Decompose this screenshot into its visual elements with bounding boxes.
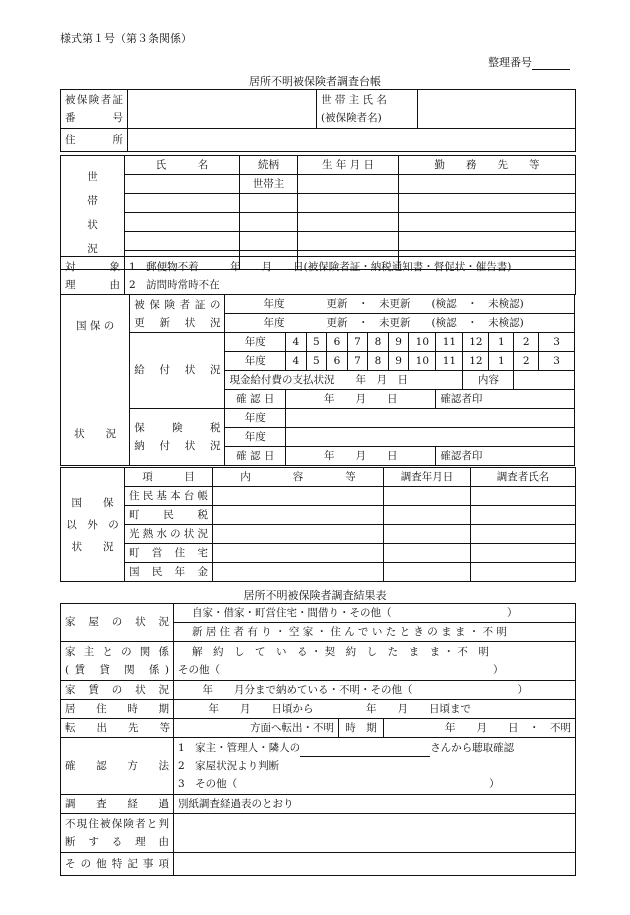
reference-number-text: 整理番号 [488, 56, 532, 69]
address-label: 住 所 [61, 129, 128, 152]
nhi-status-table [60, 294, 575, 466]
tax-year-label: 年度 [225, 428, 286, 447]
benefit-year-label: 年度 [225, 352, 286, 371]
household-col-relation: 続柄 [240, 156, 298, 175]
tax-confirmer-seal[interactable]: 確認者印 [436, 447, 575, 466]
cash-benefit-content-label: 内容 [463, 371, 514, 390]
other-surveyor-field[interactable] [471, 525, 576, 544]
owner-relation-option-1[interactable]: 解 約 し て い る ・ 契 約 し た ま ま ・ 不 明 [192, 646, 489, 658]
other-item-town-tax: 町 民 税 [125, 506, 213, 525]
other-item-resident-register: 住民基本台帳 [125, 487, 213, 506]
insured-number-field[interactable] [128, 90, 317, 129]
survey-progress-value[interactable]: 別紙調査経過表のとおり [174, 795, 576, 814]
ledger-title: 居所不明被保険者調査台帳 [249, 75, 381, 88]
special-notes-field[interactable] [174, 853, 576, 876]
household-row-relation[interactable] [240, 194, 298, 213]
month-cell[interactable]: 1 [489, 352, 514, 371]
other-date-field[interactable] [384, 563, 471, 582]
other-date-field[interactable] [384, 487, 471, 506]
other-date-field[interactable] [384, 525, 471, 544]
benefit-year-label: 年度 [225, 333, 286, 352]
insured-number-label: 被保険者証 番 号 [61, 90, 128, 129]
other-item-utilities: 光熱水の状況 [125, 525, 213, 544]
householder-name-field[interactable] [418, 90, 576, 129]
cash-benefit-content-field[interactable] [514, 371, 575, 390]
confirm-method-options [174, 738, 576, 795]
household-label: 世 帯 状 況 [61, 156, 125, 270]
month-cell[interactable]: 4 [286, 352, 307, 371]
benefit-status-label: 給 付 状 況 [130, 333, 225, 409]
rent-status-label: 家 賃 の 状 況 [61, 681, 174, 700]
target-reason-options [125, 257, 576, 295]
other-content-field[interactable] [213, 563, 384, 582]
household-row-birth[interactable] [298, 213, 399, 232]
owner-relation-label: 家主との関係 (賃 貸 関 係) [61, 642, 174, 681]
household-row-work[interactable] [399, 175, 576, 194]
target-reason-label: 対 象 理 由 [61, 257, 125, 295]
other-surveyor-field[interactable] [471, 544, 576, 563]
rent-status-value[interactable]: 年 月分まで納めている・不明・その他（ ） [174, 681, 576, 700]
reason-table [60, 256, 576, 295]
benefit-confirmer-seal[interactable]: 確認者印 [436, 390, 575, 409]
form-label: 様式第１号（第３条関係） [60, 32, 192, 45]
household-row-name[interactable] [125, 232, 240, 251]
house-status-options-2[interactable]: 新 居 住 者 有 り ・ 空 家 ・ 住 ん で い た と き の ま ま ・ 不 明 [174, 623, 576, 642]
confirm-method-2[interactable]: 2 家屋状況より判断 [178, 760, 280, 772]
household-row-name[interactable] [125, 175, 240, 194]
month-cell[interactable]: 9 [388, 333, 409, 352]
other-surveyor-field[interactable] [471, 487, 576, 506]
month-cell[interactable]: 2 [514, 333, 539, 352]
month-cell[interactable]: 8 [368, 333, 389, 352]
card-renewal-row-2[interactable]: 年度 更新 ・ 未更新 (検認 ・ 未検認) [225, 314, 575, 333]
ledger-table [60, 89, 576, 152]
confirm-method-1-blank[interactable] [300, 745, 430, 757]
other-status-table [60, 467, 576, 582]
judgement-reason-field[interactable] [174, 814, 576, 853]
nhi-status-label: 国 保 の 状 況 [61, 295, 130, 466]
confirm-method-label: 確 認 方 法 [61, 738, 174, 795]
card-renewal-row-1[interactable]: 年度 更新 ・ 未更新 (検認 ・ 未検認) [225, 295, 575, 314]
month-cell[interactable]: 6 [327, 352, 348, 371]
month-cell[interactable]: 5 [306, 352, 327, 371]
household-relation-head: 世帯主 [240, 175, 298, 194]
month-cell[interactable]: 2 [514, 352, 539, 371]
confirm-method-1[interactable]: 1 家主・管理人・隣人の さんから聴取確認 [178, 742, 514, 754]
household-row-birth[interactable] [298, 194, 399, 213]
other-date-field[interactable] [384, 506, 471, 525]
address-field[interactable] [128, 129, 576, 152]
moved-to-value[interactable]: 方面へ転出・不明 [174, 719, 339, 738]
result-title: 居所不明被保険者調査結果表 [243, 589, 387, 602]
tax-year-field[interactable] [286, 428, 575, 447]
judgement-reason-label: 不現住被保険者と判 断 す る 理 由 [61, 814, 174, 853]
household-col-workplace: 勤 務 先 等 [399, 156, 576, 175]
household-col-birthdate: 生 年 月 日 [298, 156, 399, 175]
other-status-label: 国 保 以 外 の 状 況 [61, 468, 125, 582]
card-renewal-label: 被保険者証の 更 新 状 況 [130, 295, 225, 333]
reference-number-label [488, 54, 570, 70]
household-row-birth[interactable] [298, 232, 399, 251]
month-cell[interactable]: 3 [539, 352, 575, 371]
moved-to-label: 転 出 先 等 [61, 719, 174, 738]
residence-period-label: 居 住 時 期 [61, 700, 174, 719]
move-period-value[interactable]: 年 月 日 ・ 不明 [384, 719, 576, 738]
tax-year-field[interactable] [286, 409, 575, 428]
other-content-field[interactable] [213, 506, 384, 525]
other-item-pension: 国 民 年 金 [125, 563, 213, 582]
other-col-content: 内 容 等 [213, 468, 384, 487]
month-cell[interactable]: 5 [306, 333, 327, 352]
tax-confirm-date-field[interactable]: 年 月 日 [286, 447, 436, 466]
reference-number-blank[interactable] [532, 59, 570, 70]
cash-benefit-status[interactable]: 現金給付費の支払状況 年 月 日 [225, 371, 463, 390]
residence-period-value[interactable]: 年 月 日頃から 年 月 日頃まで [174, 700, 576, 719]
month-cell[interactable]: 11 [436, 352, 463, 371]
survey-progress-label: 調 査 経 過 [61, 795, 174, 814]
month-cell[interactable]: 7 [347, 333, 368, 352]
other-item-town-housing: 町 営 住 宅 [125, 544, 213, 563]
month-cell[interactable]: 10 [409, 333, 436, 352]
household-row-work[interactable] [399, 213, 576, 232]
other-content-field[interactable] [213, 487, 384, 506]
month-cell[interactable]: 7 [347, 352, 368, 371]
household-col-name: 氏 名 [125, 156, 240, 175]
reason-option-1[interactable]: 1 郵便物不着 年 月 日(被保険者証・納税通知書・督促状・催告書) [129, 260, 512, 273]
other-col-surveyor: 調査者氏名 [471, 468, 576, 487]
special-notes-label: そ の 他 特 記 事 項 [61, 853, 174, 876]
other-content-field[interactable] [213, 544, 384, 563]
month-cell[interactable]: 9 [388, 352, 409, 371]
month-cell[interactable]: 10 [409, 352, 436, 371]
household-table [60, 155, 576, 270]
other-col-item: 項 目 [125, 468, 213, 487]
other-date-field[interactable] [384, 544, 471, 563]
month-cell[interactable]: 1 [489, 333, 514, 352]
month-cell[interactable]: 4 [286, 333, 307, 352]
household-row-name[interactable] [125, 194, 240, 213]
month-cell[interactable]: 11 [436, 333, 463, 352]
month-cell[interactable]: 12 [463, 333, 489, 352]
house-status-label: 家 屋 の 状 況 [61, 604, 174, 642]
tax-confirm-date-label: 確 認 日 [225, 447, 286, 466]
owner-relation-options [174, 642, 576, 681]
other-surveyor-field[interactable] [471, 506, 576, 525]
householder-name-label: 世 帯 主 氏 名 (被保険者名) [317, 90, 418, 129]
other-surveyor-field[interactable] [471, 563, 576, 582]
month-cell[interactable]: 8 [368, 352, 389, 371]
move-period-label: 時 期 [339, 719, 384, 738]
household-row-name[interactable] [125, 213, 240, 232]
tax-payment-label: 保 険 税 納 付 状 況 [130, 409, 225, 466]
household-row-birth[interactable] [298, 175, 399, 194]
other-col-date: 調査年月日 [384, 468, 471, 487]
benefit-confirm-date-field[interactable]: 年 月 日 [286, 390, 436, 409]
month-cell[interactable]: 12 [463, 352, 489, 371]
month-cell[interactable]: 3 [539, 333, 575, 352]
household-row-work[interactable] [399, 194, 576, 213]
reason-option-2[interactable]: 2 訪問時常時不在 [129, 278, 220, 291]
household-row-relation[interactable] [240, 232, 298, 251]
confirm-method-3[interactable]: 3 その他（ ） [178, 778, 500, 790]
household-row-work[interactable] [399, 232, 576, 251]
result-table [60, 603, 576, 876]
benefit-confirm-date-label: 確 認 日 [225, 390, 286, 409]
tax-year-label: 年度 [225, 409, 286, 428]
house-status-options-1[interactable]: 自家・借家・町営住宅・間借り・その他（ ） [174, 604, 576, 623]
owner-relation-option-2[interactable]: その他（ ） [178, 664, 504, 676]
other-content-field[interactable] [213, 525, 384, 544]
household-row-relation[interactable] [240, 213, 298, 232]
month-cell[interactable]: 6 [327, 333, 348, 352]
